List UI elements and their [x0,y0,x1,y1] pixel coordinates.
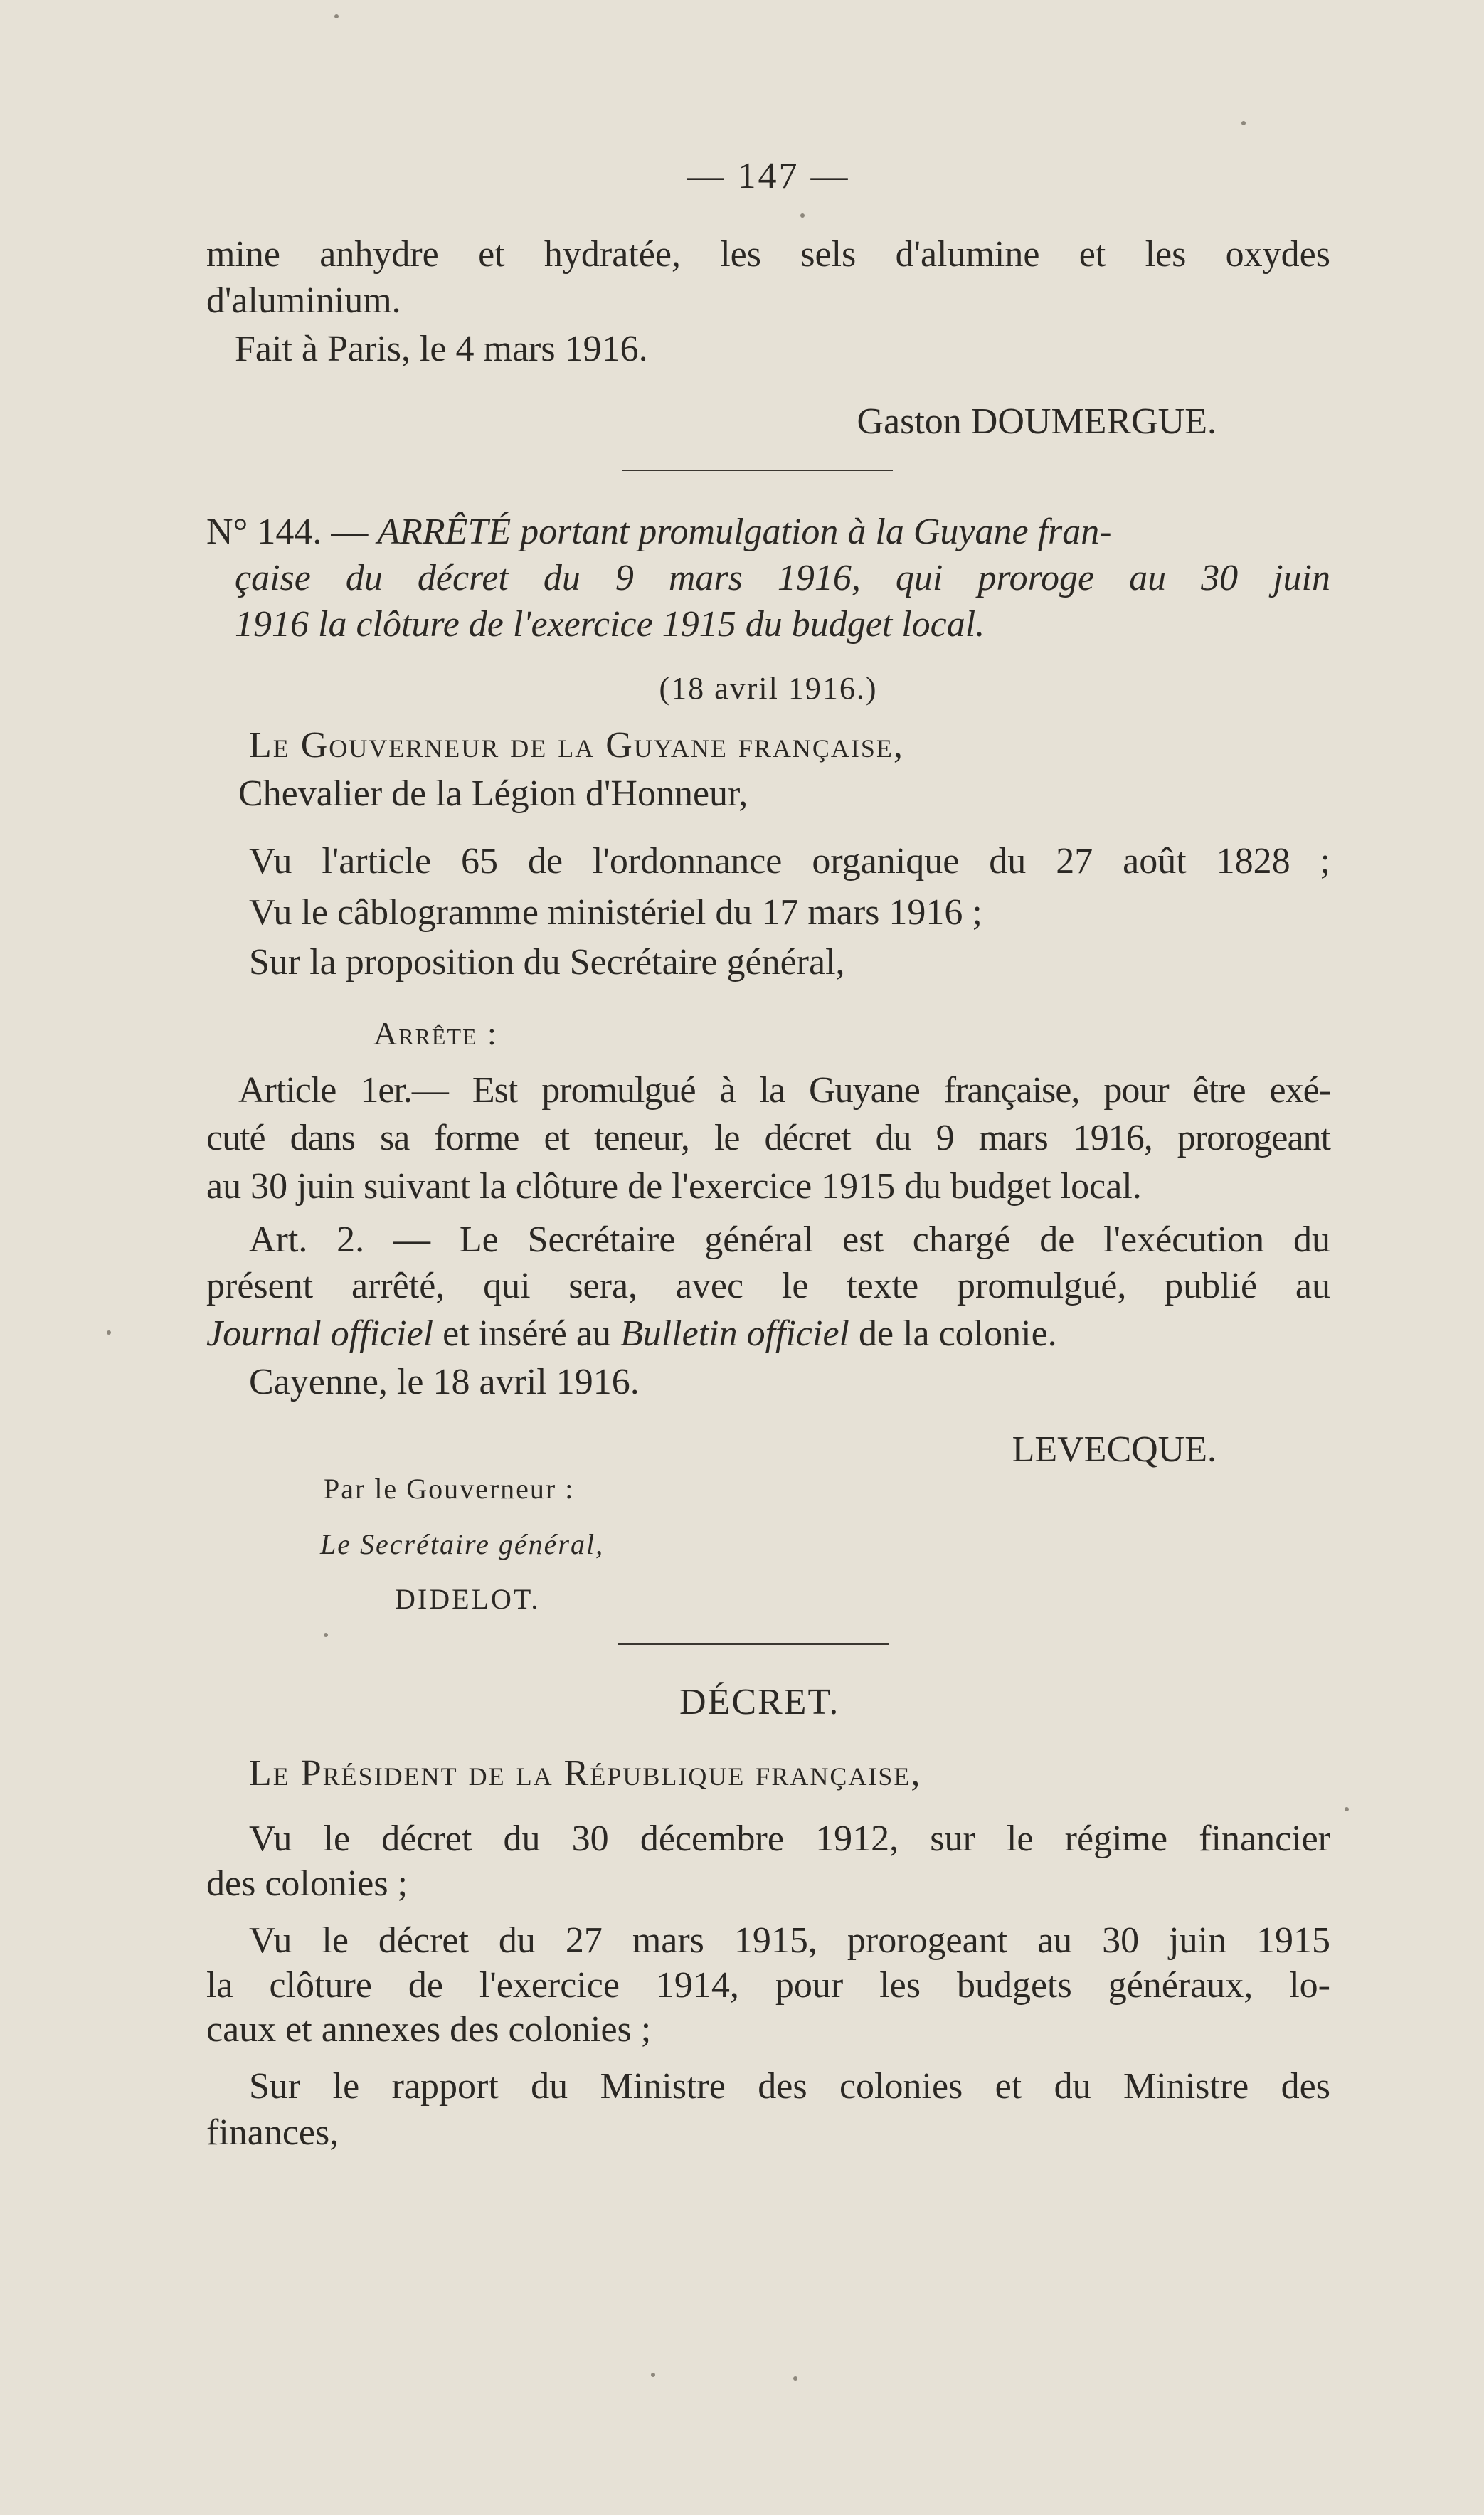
arrete-number: N° 144. — [206,512,369,552]
considerant-line: finances, [206,2112,339,2153]
secretaire-name: DIDELOT. [395,1583,541,1615]
considerant-line: Sur le rapport du Ministre des colonies et du Ministre des [249,2066,1330,2107]
arrete-heading-line: 1916 la clôture de l'exercice 1915 du budget local. [235,604,985,645]
decret-title: DÉCRET. [679,1682,840,1722]
considerant-line: Vu le décret du 27 mars 1915, prorogeant au 30 juin 1915 [249,1920,1330,1961]
article-line: présent arrêté, qui sera, avec le texte promulgué, publié au [206,1266,1330,1306]
article-line: cuté dans sa forme et teneur, le décret du 9 mars 1916, prorogeant [206,1118,1330,1158]
president-line: Le Président de la République française, [249,1753,922,1794]
article-line: Art. 2. — Le Secrétaire général est chargé de l'exécution du [249,1219,1330,1260]
paper-speck [1345,1807,1349,1811]
paper-speck [793,2376,797,2381]
considerant-line: Vu le câblogramme ministériel du 17 mars 1916 ; [249,892,982,933]
journal-title: Journal officiel [206,1313,434,1354]
secretaire-title: Le Secrétaire général, [320,1528,605,1560]
signature: Gaston DOUMERGUE. [857,401,1217,442]
section-divider [618,1643,889,1645]
paper-speck [324,1633,328,1637]
place-date: Cayenne, le 18 avril 1916. [249,1362,640,1402]
text-fragment: et inséré au [433,1313,620,1354]
bulletin-title: Bulletin officiel [620,1313,849,1354]
issuer-line: Le Gouverneur de la Guyane française, [249,725,904,766]
article-line [206,1311,1330,1357]
arrete-heading-line [206,509,1330,556]
article-line: Article 1er.— Est promulgué à la Guyane française, pour être exé- [238,1070,1330,1111]
section-divider [622,470,893,471]
text-line: mine anhydre et hydratée, les sels d'alumine et les oxydes [206,234,1330,275]
arrete-date: (18 avril 1916.) [659,671,878,706]
page-number: — 147 — [687,156,850,196]
considerant-line: la clôture de l'exercice 1914, pour les budgets généraux, lo- [206,1965,1330,2006]
considerant-line: des colonies ; [206,1863,408,1904]
arrete-label: Arrête : [373,1015,498,1052]
arrete-title: ARRÊTÉ portant promulgation à la Guyane fran- [377,512,1112,552]
paper-speck [1241,121,1246,125]
article-line: au 30 juin suivant la clôture de l'exercice 1915 du budget local. [206,1166,1142,1207]
decree-date: Fait à Paris, le 4 mars 1916. [235,329,648,369]
paper-speck [651,2373,655,2377]
considerant-line: Vu le décret du 30 décembre 1912, sur le régime financier [249,1818,1330,1859]
issuer-line: Chevalier de la Légion d'Honneur, [238,773,748,814]
arrete-heading-line: çaise du décret du 9 mars 1916, qui proroge au 30 juin [235,558,1330,598]
par-le-gouverneur: Par le Gouverneur : [324,1473,575,1505]
paper-speck [800,213,805,218]
considerant-line: caux et annexes des colonies ; [206,2009,652,2050]
signature: LEVECQUE. [1012,1429,1217,1470]
considerant-line: Vu l'article 65 de l'ordonnance organique du 27 août 1828 ; [249,841,1330,881]
paper-speck [107,1330,111,1335]
text-fragment: de la colonie. [849,1313,1057,1354]
considerant-line: Sur la proposition du Secrétaire général, [249,942,845,983]
paper-speck [334,14,339,18]
text-line: d'aluminium. [206,280,401,321]
